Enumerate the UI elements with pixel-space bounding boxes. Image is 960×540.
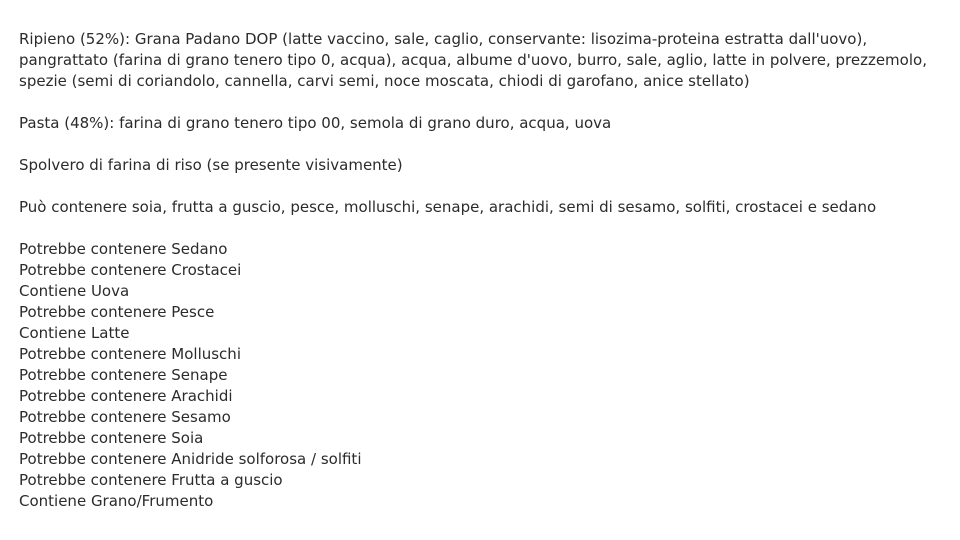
filling-paragraph: Ripieno (52%): Grana Padano DOP (latte vaccino, sale, caglio, conservante: lisozima-proteina estratta dall'uovo), pangrattato (farina di grano tenero tipo 0, acqua), acqua, albume d'uovo, burro, sale, aglio, latte in polvere, prezzemolo, spezie (semi di coriandolo, cannella, carvi semi, noce moscata, chiodi di garofano, anice stellato) xyxy=(19,30,927,90)
allergen-item: Contiene Latte xyxy=(19,324,130,342)
allergen-list xyxy=(19,239,944,512)
allergen-item: Potrebbe contenere Anidride solforosa / solfiti xyxy=(19,450,362,468)
allergen-item: Potrebbe contenere Sedano xyxy=(19,240,228,258)
allergen-item: Potrebbe contenere Sesamo xyxy=(19,408,231,426)
allergen-item: Potrebbe contenere Pesce xyxy=(19,303,215,321)
allergen-item: Potrebbe contenere Frutta a guscio xyxy=(19,471,283,489)
ingredients-document xyxy=(19,29,944,512)
allergen-item: Potrebbe contenere Arachidi xyxy=(19,387,233,405)
allergen-item: Potrebbe contenere Molluschi xyxy=(19,345,241,363)
pasta-paragraph: Pasta (48%): farina di grano tenero tipo 00, semola di grano duro, acqua, uova xyxy=(19,114,612,132)
may-contain-paragraph: Può contenere soia, frutta a guscio, pesce, molluschi, senape, arachidi, semi di sesamo, solfiti, crostacei e sedano xyxy=(19,198,877,216)
dusting-paragraph: Spolvero di farina di riso (se presente visivamente) xyxy=(19,156,403,174)
allergen-item: Contiene Grano/Frumento xyxy=(19,492,214,510)
allergen-item: Potrebbe contenere Senape xyxy=(19,366,228,384)
allergen-item: Potrebbe contenere Crostacei xyxy=(19,261,242,279)
allergen-item: Contiene Uova xyxy=(19,282,130,300)
allergen-item: Potrebbe contenere Soia xyxy=(19,429,204,447)
